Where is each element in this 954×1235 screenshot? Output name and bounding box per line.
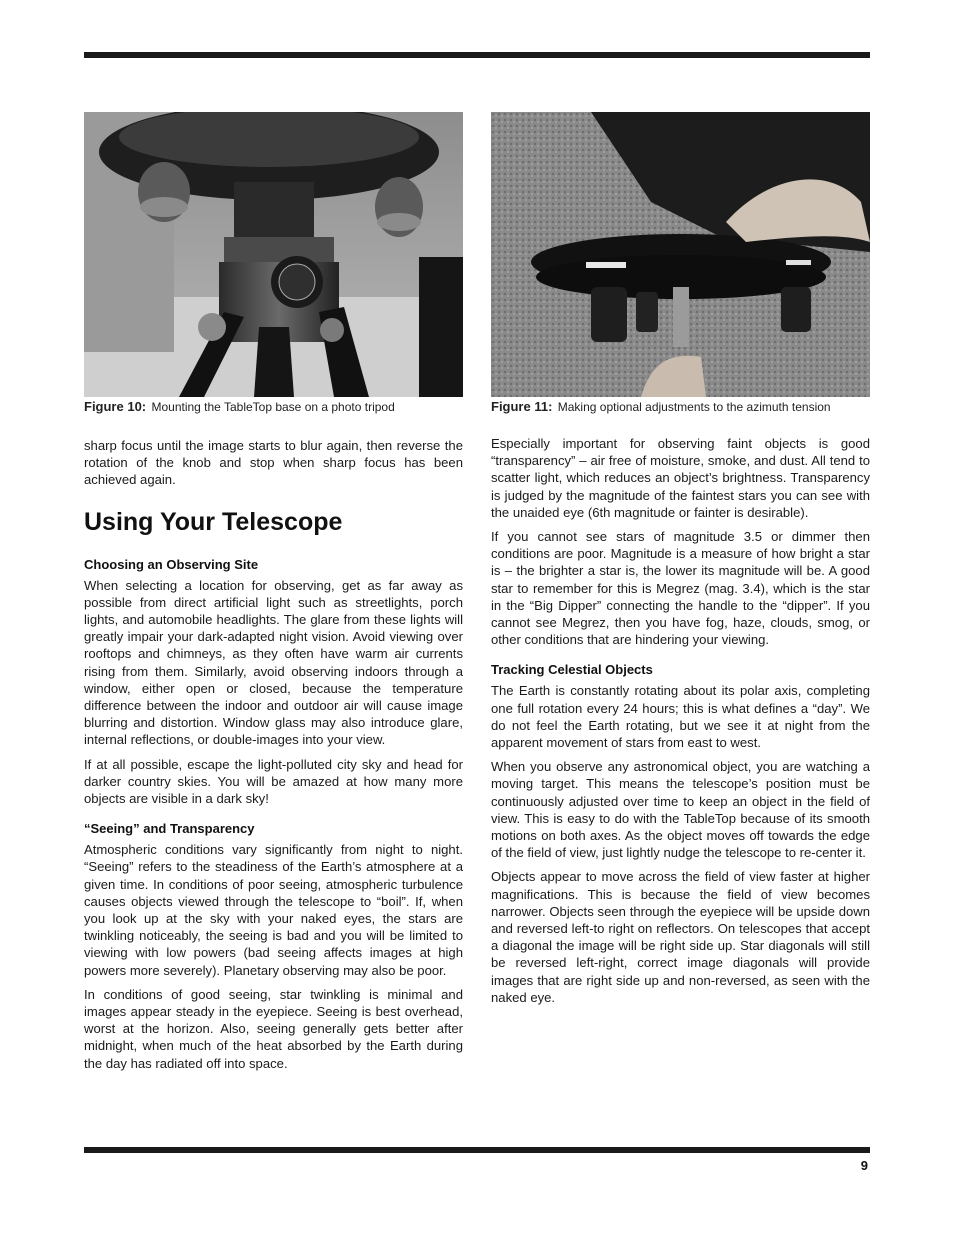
- top-rule: [84, 52, 870, 58]
- figure-11-photo: [491, 112, 870, 397]
- figure-11-label: Figure 11:: [491, 399, 553, 414]
- left-column: [84, 112, 463, 1079]
- figure-10-label: Figure 10:: [84, 399, 147, 414]
- page-number: 9: [860, 1158, 868, 1173]
- transparency-paragraph-1: Especially important for observing faint objects is good “transparency” – air free of moisture, smoke, and dust. All tend to scatter light, which reduces an object’s brightness. Transparency is judged by the magnitude of the faintest stars you can see with the unaided eye (6th magnitude or fainter is desirable).: [491, 436, 870, 520]
- figure-10-photo: [84, 112, 463, 397]
- right-column: [491, 112, 870, 1013]
- figure-10-text: Mounting the TableTop base on a photo tripod: [151, 400, 395, 414]
- tracking-paragraph-3: Objects appear to move across the field of view faster at higher magnifications. This is because the field of view becomes narrower. Objects seen through the eyepiece will be upside down and reversed left-to right on reflectors. On telescopes that accept a diagonal the image will be right side up. Star diagonals will still be reversed left-right, correct image diagonals will provide images that are right side up and non-reversed, as seen with the naked eye.: [491, 869, 870, 1005]
- observing-site-paragraph-2: If at all possible, escape the light-polluted city sky and head for darker country skies. You will be amazed at how many more objects are visible in a dark sky!: [84, 756, 463, 807]
- observing-site-heading: Choosing an Observing Site: [84, 556, 259, 572]
- figure-10-caption: [84, 399, 463, 415]
- seeing-paragraph-2: In conditions of good seeing, star twinkling is minimal and images appear steady in the eyepiece. Seeing is best overhead, worst at the horizon. Also, seeing generally gets better after midnight, when much of the heat absorbed by the Earth during the day has radiated off into space.: [84, 986, 463, 1071]
- observing-site-paragraph-1: When selecting a location for observing, get as far away as possible from direct artificial light such as streetlights, porch lights, and automobile headlights. The glare from these lights will greatly impair your dark-adapted night vision. Avoid viewing over rooftops and chimneys, as they often have warm air currents rising from them. Similarly, avoid observing indoors through a window, either open or closed, because the temperature difference between the indoor and outdoor air will cause image blurring and distortion. Window glass may also introduce glare, internal reflections, or double-images into your view.: [84, 577, 463, 748]
- section-title: Using Your Telescope: [84, 507, 343, 536]
- seeing-paragraph-1: Atmospheric conditions vary significantly from night to night. “Seeing” refers to the steadiness of the Earth’s atmosphere at a given time. In conditions of poor seeing, atmospheric turbulence causes objects viewed through the telescope to “boil”. If, when you look up at the sky with your naked eyes, the stars are twinkling noticeably, the seeing is bad and you will be limited to viewing with low powers (bad seeing affects images at high powers more severely). Planetary observing may also be poor.: [84, 842, 463, 978]
- figure-11-caption: [491, 399, 870, 415]
- figure-11-text: Making optional adjustments to the azimuth tension: [557, 400, 831, 414]
- transparency-paragraph-2: If you cannot see stars of magnitude 3.5 or dimmer then conditions are poor. Magnitude is a measure of how bright a star is – the brighter a star is, the lower its magnitude will be. A good star to remember for this is Megrez (mag. 3.4), which is the star in the “Big Dipper” connecting the handle to the “dipper”. If you cannot see Megrez, then you have fog, haze, clouds, smog, or other conditions that are hindering your viewing.: [491, 529, 870, 648]
- tracking-paragraph-1: The Earth is constantly rotating about its polar axis, completing one full rotation every 24 hours; this is what defines a “day”. We do not feel the Earth rotating, but we see it at night from the apparent movement of stars from east to west.: [491, 683, 870, 751]
- bottom-rule: [84, 1147, 870, 1153]
- tracking-paragraph-2: When you observe any astronomical object, you are watching a moving target. This means the telescope’s position must be continuously adjusted over time to keep an object in the field of view. This is easy to do with the TableTop because of its smooth motions on both axes. As the object moves off towards the edge of the field of view, just lightly nudge the telescope to re-center it.: [491, 759, 870, 861]
- seeing-heading: “Seeing” and Transparency: [84, 821, 255, 837]
- intro-paragraph: sharp focus until the image starts to blur again, then reverse the rotation of the knob and stop when sharp focus has been achieved again.: [84, 438, 463, 488]
- tracking-heading: Tracking Celestial Objects: [491, 662, 653, 678]
